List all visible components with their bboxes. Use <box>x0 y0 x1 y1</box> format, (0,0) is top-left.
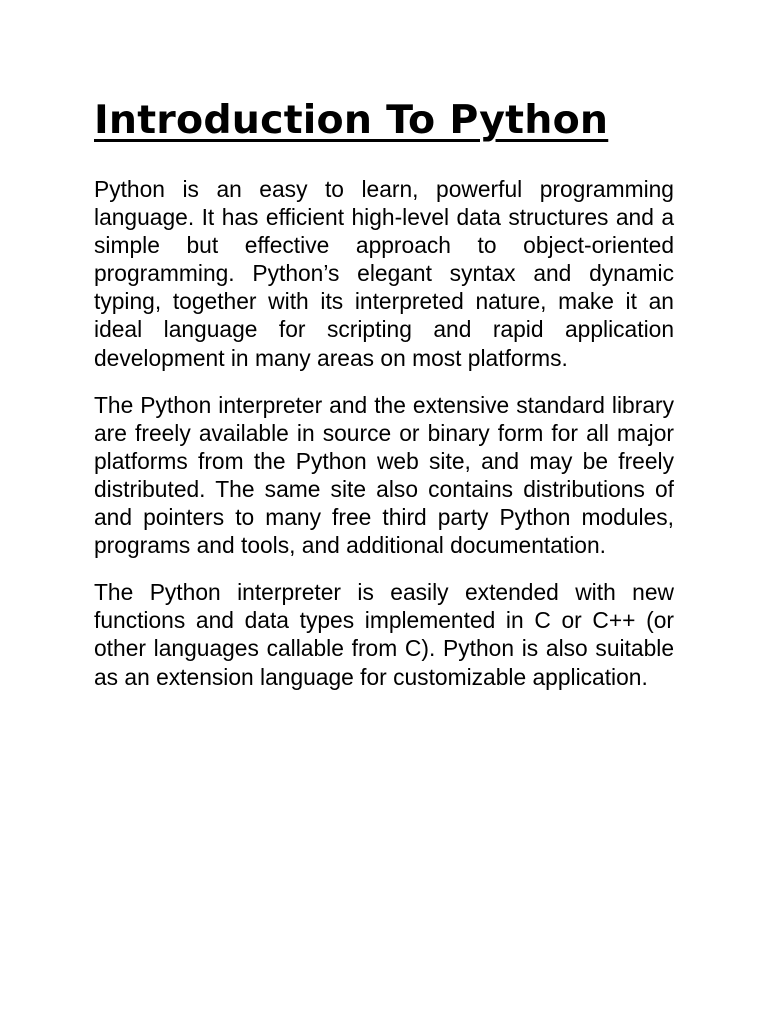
paragraph-intro: Python is an easy to learn, powerful programming language. It has efficient high-level data structures and a simple but effective approach to object-oriented programming. Python’s elegant syntax and dynamic typing, together with its interpreted nature, make it an ideal language for scripting and rapid application development in many areas on most platforms. <box>94 176 674 371</box>
paragraph-availability: The Python interpreter and the extensive standard library are freely available in source or binary form for all major platforms from the Python web site, and may be freely distributed. The same site also contains distributions of and pointers to many free third party Python modules, programs and tools, and additional documentation. <box>94 391 674 559</box>
document-body <box>94 175 674 710</box>
document-page <box>94 0 674 1024</box>
page-title: Introduction To Python <box>94 97 609 143</box>
paragraph-extensibility: The Python interpreter is easily extended with new functions and data types implemented in C or C++ (or other languages callable from C). Python is also suitable as an extension language for customizable application. <box>94 579 674 690</box>
